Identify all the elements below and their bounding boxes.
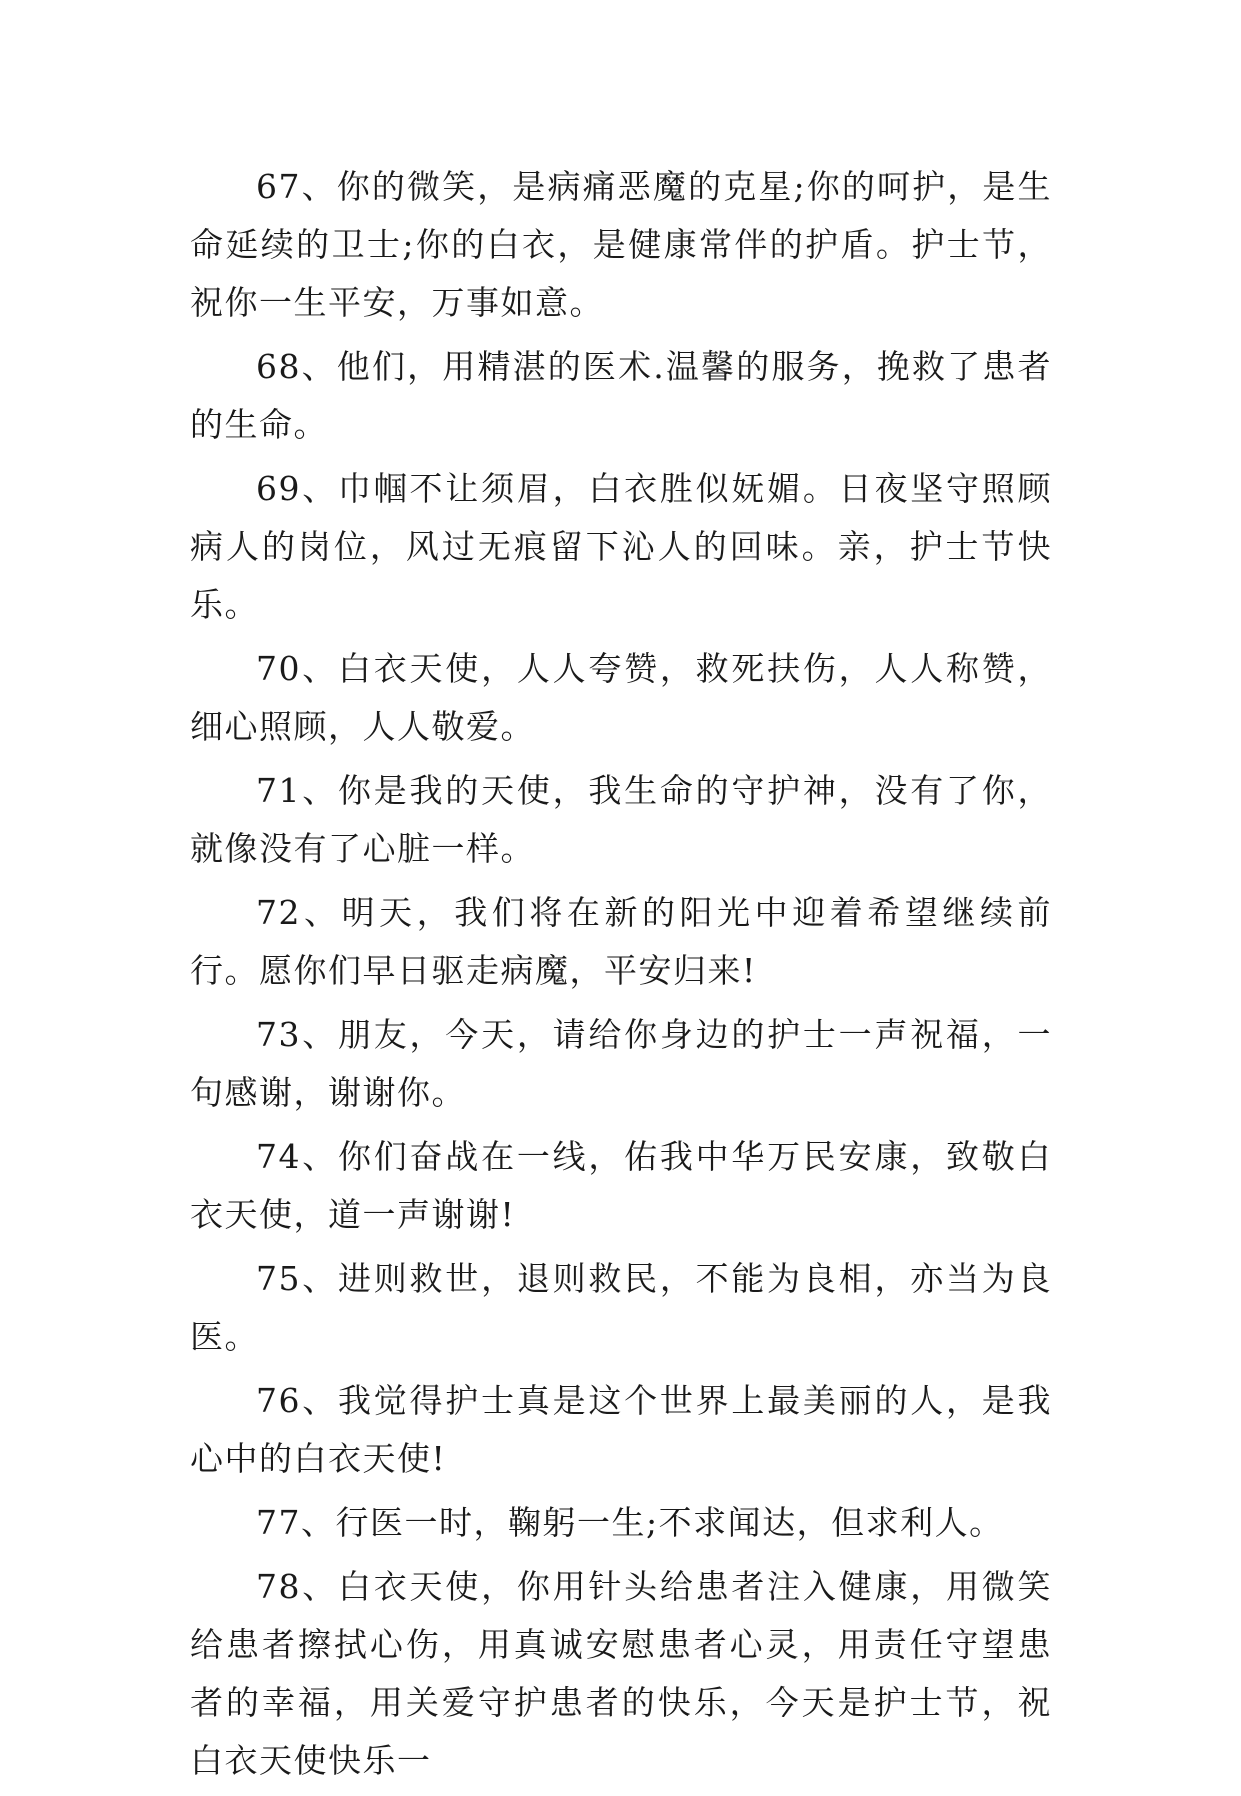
paragraph-77: 77、行医一时，鞠躬一生;不求闻达，但求利人。 [256,1503,1004,1542]
paragraph-68: 68、他们，用精湛的医术.温馨的服务，挽救了患者的生命。 [190,347,1052,444]
paragraph-74: 74、你们奋战在一线，佑我中华万民安康，致敬白衣天使，道一声谢谢! [190,1137,1052,1234]
paragraph-69: 69、巾帼不让须眉，白衣胜似妩媚。日夜坚守照顾病人的岗位，风过无痕留下沁人的回味。亲，护士节快乐。 [190,469,1052,624]
paragraph-78: 78、白衣天使，你用针头给患者注入健康，用微笑给患者擦拭心伤，用真诚安慰患者心灵，用责任守望患者的幸福，用关爱守护患者的快乐，今天是护士节，祝白衣天使快乐一 [190,1567,1052,1780]
paragraph-70: 70、白衣天使，人人夸赞，救死扶伤，人人称赞，细心照顾，人人敬爱。 [190,649,1052,746]
document-body [190,158,1052,1796]
paragraph-76: 76、我觉得护士真是这个世界上最美丽的人，是我心中的白衣天使! [190,1381,1052,1478]
paragraph-75: 75、进则救世，退则救民，不能为良相，亦当为良医。 [190,1259,1052,1356]
paragraph-73: 73、朋友，今天，请给你身边的护士一声祝福，一句感谢，谢谢你。 [190,1015,1052,1112]
paragraph-67: 67、你的微笑，是病痛恶魔的克星;你的呵护，是生命延续的卫士;你的白衣，是健康常伴的护盾。护士节，祝你一生平安，万事如意。 [190,167,1052,322]
paragraph-72: 72、明天，我们将在新的阳光中迎着希望继续前行。愿你们早日驱走病魔，平安归来! [190,893,1052,990]
paragraph-71: 71、你是我的天使，我生命的守护神，没有了你，就像没有了心脏一样。 [190,771,1052,868]
